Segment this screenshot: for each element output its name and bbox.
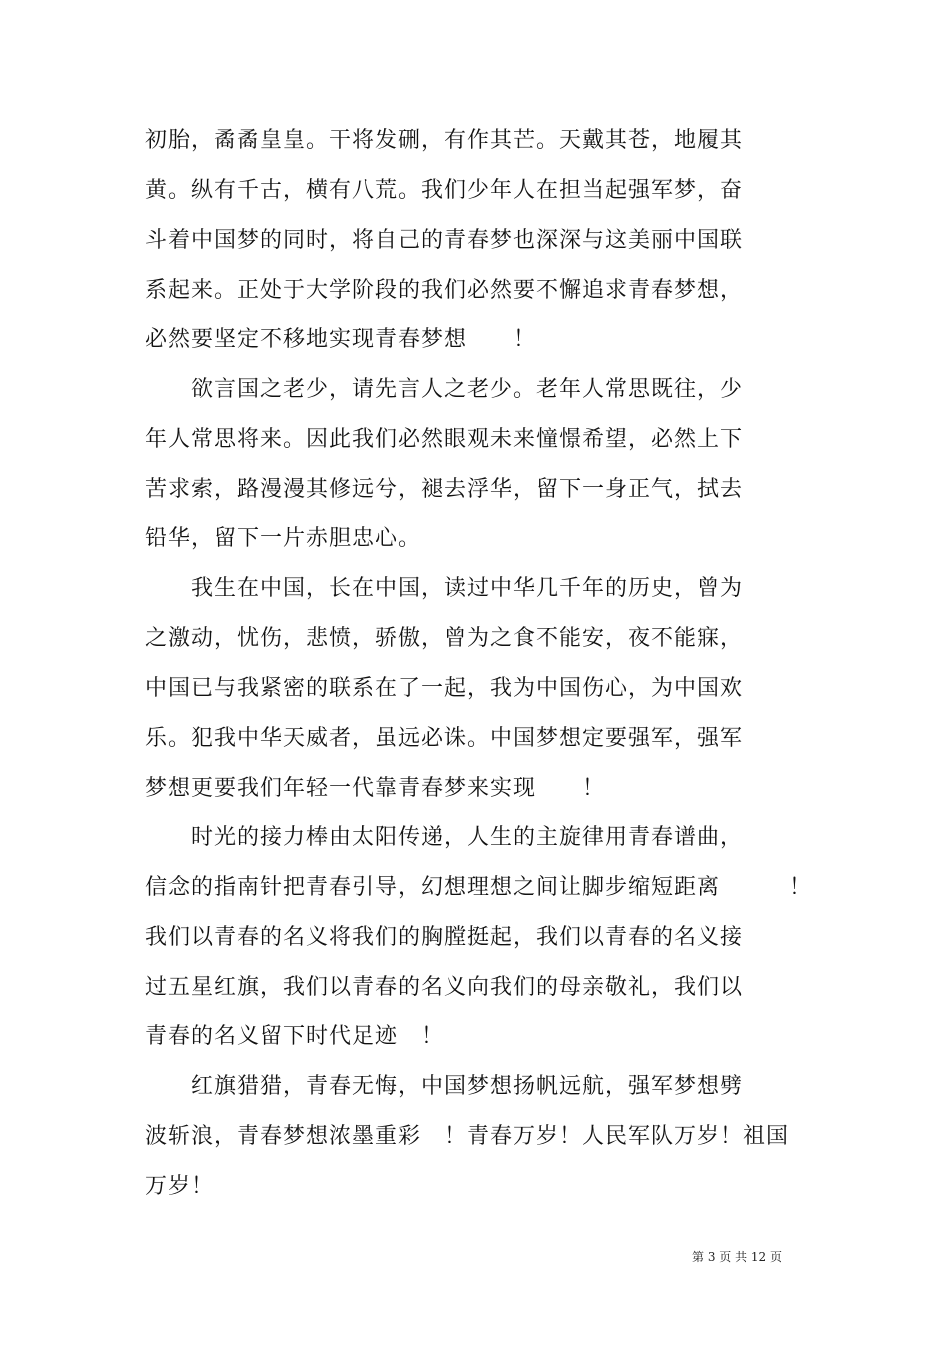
text-line: 铅华，留下一片赤胆忠心。 (145, 526, 422, 551)
text-line: 黄。纵有千古，横有八荒。我们少年人在担当起强军梦，奋 (145, 178, 744, 203)
page-number: 第 3 页 共 12 页 (692, 1250, 782, 1264)
text-line: 初胎，矞矞皇皇。干将发硎，有作其芒。天戴其苍，地履其 (145, 128, 744, 153)
text-line: 必然要坚定不移地实现青春梦想 ！ (145, 327, 537, 352)
text-line: 万岁！ (145, 1174, 215, 1199)
text-line: 我生在中国，长在中国，读过中华几千年的历史，曾为 (145, 576, 744, 601)
text-line: 乐。犯我中华天威者，虽远必诛。中国梦想定要强军，强军 (145, 726, 744, 751)
text-line: 梦想更要我们年轻一代靠青春梦来实现 ！ (145, 776, 606, 801)
text-line: 欲言国之老少，请先言人之老少。老年人常思既往，少 (145, 377, 744, 402)
text-line: 中国已与我紧密的联系在了一起，我为中国伤心，为中国欢 (145, 676, 744, 701)
text-line: 苦求索，路漫漫其修远兮，褪去浮华，留下一身正气，拭去 (145, 477, 744, 502)
text-line: 波斩浪，青春梦想浓墨重彩 ！青春万岁！人民军队万岁！祖国 (145, 1124, 790, 1149)
text-line: 青春的名义留下时代足迹 ！ (145, 1024, 445, 1049)
text-line: 红旗猎猎，青春无悔，中国梦想扬帆远航，强军梦想劈 (145, 1074, 744, 1099)
text-line: 信念的指南针把青春引导，幻想理想之间让脚步缩短距离 ！ (145, 875, 813, 900)
text-line: 之激动，忧伤，悲愤，骄傲，曾为之食不能安，夜不能寐， (145, 626, 744, 651)
text-line: 时光的接力棒由太阳传递，人生的主旋律用青春谱曲， (145, 825, 744, 850)
text-line: 斗着中国梦的同时，将自己的青春梦也深深与这美丽中国联 (145, 228, 744, 253)
text-line: 我们以青春的名义将我们的胸膛挺起，我们以青春的名义接 (145, 925, 744, 950)
text-line: 系起来。正处于大学阶段的我们必然要不懈追求青春梦想， (145, 278, 744, 303)
text-line: 年人常思将来。因此我们必然眼观未来憧憬希望，必然上下 (145, 427, 744, 452)
text-line: 过五星红旗，我们以青春的名义向我们的母亲敬礼，我们以 (145, 975, 744, 1000)
